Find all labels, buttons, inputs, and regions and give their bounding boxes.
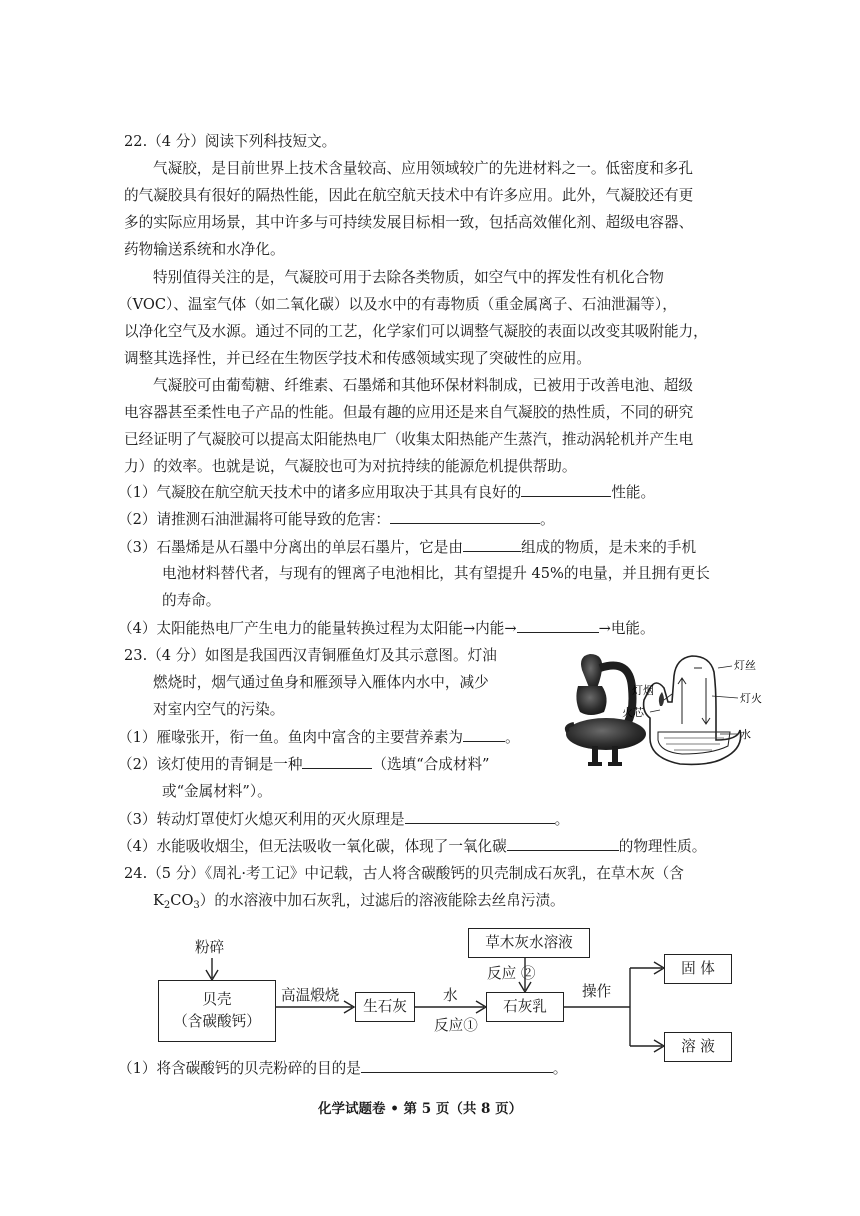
page-footer: 化学试题卷 • 第 5 页（共 8 页） [318, 1101, 523, 1117]
k-subscript: 2 [163, 900, 171, 911]
flow-reaction2-label: 反应 ② [487, 965, 536, 982]
flow-shell-label: 贝壳 [202, 991, 232, 1008]
q22-sub1-text: （1）气凝胶在航空航天技术中的诸多应用取决于其具有良好的 [118, 484, 522, 501]
q22-p2-line4: 调整其选择性，并已经在生物医学技术和传感领域实现了突破性的应用。 [124, 350, 592, 367]
flow-shell-box [158, 980, 276, 1042]
q22-p1-line2: 的气凝胶具有很好的隔热性能，因此在航空航天技术中有许多应用。此外，气凝胶还有更 [124, 187, 694, 204]
flow-water-label: 水 [443, 987, 458, 1004]
q22-heading: 22.（4 分）阅读下列科技短文。 [124, 133, 337, 150]
q23-line1: 23.（4 分）如图是我国西汉青铜雁鱼灯及其示意图。灯油 [124, 647, 497, 664]
flow-limemilk-box: 石灰乳 [486, 992, 564, 1022]
label-water: 水 [740, 728, 751, 741]
label-lamp-smoke: 灯烟 [632, 684, 654, 697]
o-subscript: 3 [193, 900, 200, 911]
flow-calcine-label: 高温煅烧 [281, 987, 340, 1004]
q24-sub1-text: （1）将含碳酸钙的贝壳粉碎的目的是 [118, 1060, 361, 1077]
k-symbol: K [153, 892, 164, 909]
q22-p1-line4: 药物输送系统和水净化。 [124, 241, 285, 258]
q23-sub1-text: （1）雁喙张开，衔一鱼。鱼肉中富含的主要营养素为 [118, 729, 463, 746]
flow-quicklime-box: 生石灰 [355, 992, 415, 1022]
q22-sub1-tail: 性能。 [611, 484, 656, 501]
q24-sub1 [118, 1057, 567, 1078]
q22-p3-line2: 电容器甚至柔性电子产品的性能。但最有趣的应用还是来自气凝胶的热性质，不同的研究 [124, 404, 694, 421]
q22-p1-line3: 多的实际应用场景，其中许多与可持续发展目标相一致，包括高效催化剂、超级电容器、 [124, 214, 694, 231]
q22-p3-line1: 气凝胶可由葡萄糖、纤维素、石墨烯和其他环保材料制成，已被用于改善电池、超级 [153, 377, 693, 394]
q23-line3: 对室内空气的污染。 [153, 701, 285, 718]
q22-p2-line2: （VOC）、温室气体（如二氧化碳）以及水中的有毒物质（重金属离子、石油泄漏等）， [118, 296, 677, 313]
q24-line2-rest: ）的水溶液中加石灰乳，过滤后的溶液能除去丝帛污渍。 [199, 892, 565, 909]
q24-line1: 24.（5 分）《周礼·考工记》中记载，古人将含碳酸钙的贝壳制成石灰乳，在草木灰（含 [124, 865, 684, 882]
q23-line2: 燃烧时，烟气通过鱼身和雁颈导入雁体内水中，减少 [153, 674, 489, 691]
q22-sub3-tail: 组成的物质，是未来的手机 [520, 539, 697, 556]
flow-operation-label: 操作 [582, 983, 612, 1000]
flow-crush-label: 粉碎 [195, 939, 225, 956]
q22-p2-line1: 特别值得关注的是，气凝胶可用于去除各类物质，如空气中的挥发性有机化合物 [153, 269, 664, 286]
q22-sub4-text: （4）太阳能热电厂产生电力的能量转换过程为太阳能→内能→ [118, 620, 517, 637]
q23-sub2-tail: （选填“合成材料” [372, 756, 490, 773]
q23-sub1-tail: 。 [504, 729, 520, 746]
label-lamp-fire: 灯火 [740, 692, 762, 705]
q23-sub2-line2: 或“金属材料”）。 [162, 783, 272, 800]
q23-sub3-tail: 。 [554, 811, 570, 828]
q22-sub3-line3: 的寿命。 [162, 592, 221, 609]
flow-ash-box: 草木灰水溶液 [468, 928, 590, 958]
q22-sub2-text: （2）请推测石油泄漏将可能导致的危害： [118, 511, 390, 528]
q22-p1-line1: 气凝胶，是目前世界上技术含量较高、应用领域较广的先进材料之一。低密度和多孔 [153, 160, 693, 177]
q22-sub4-tail: →电能。 [598, 620, 655, 637]
q23-sub4-tail: 的物理性质。 [618, 838, 707, 855]
q22-p2-line3: 以净化空气及水源。通过不同的工艺，化学家们可以调整气凝胶的表面以改变其吸附能力， [124, 323, 708, 340]
q23-sub4-text: （4）水能吸收烟尘，但无法吸收一氧化碳，体现了一氧化碳 [118, 838, 507, 855]
co-symbol: CO [170, 892, 194, 909]
q23-sub3-text: （3）转动灯罩使灯火熄灭利用的灭火原理是 [118, 811, 405, 828]
q22-sub2-tail: 。 [539, 511, 555, 528]
label-lamp-wick: 灯丝 [734, 659, 756, 672]
label-fire-core: 火芯 [622, 706, 644, 719]
flow-shell-sublabel: （含碳酸钙） [173, 1013, 261, 1030]
q22-sub3-text: （3）石墨烯是从石墨中分离出的单层石墨片，它是由 [118, 539, 463, 556]
q24-sub1-tail: 。 [552, 1060, 568, 1077]
q23-sub2-text: （2）该灯使用的青铜是一种 [118, 756, 303, 773]
q24-sub1-blank[interactable] [361, 1058, 553, 1073]
q22-p3-line4: 力）的效率。也就是说，气凝胶也可为对抗持续的能源危机提供帮助。 [124, 458, 577, 475]
flow-reaction1-label: 反应① [434, 1017, 478, 1034]
q22-p3-line3: 已经证明了气凝胶可以提高太阳能热电厂（收集太阳热能产生蒸汽，推动涡轮机并产生电 [124, 431, 694, 448]
flow-solid-box: 固 体 [664, 954, 732, 984]
flow-solution-box: 溶 液 [664, 1032, 732, 1062]
q22-sub3-line2: 电池材料替代者，与现有的锂离子电池相比，其有望提升 45%的电量，并且拥有更长 [162, 565, 710, 582]
